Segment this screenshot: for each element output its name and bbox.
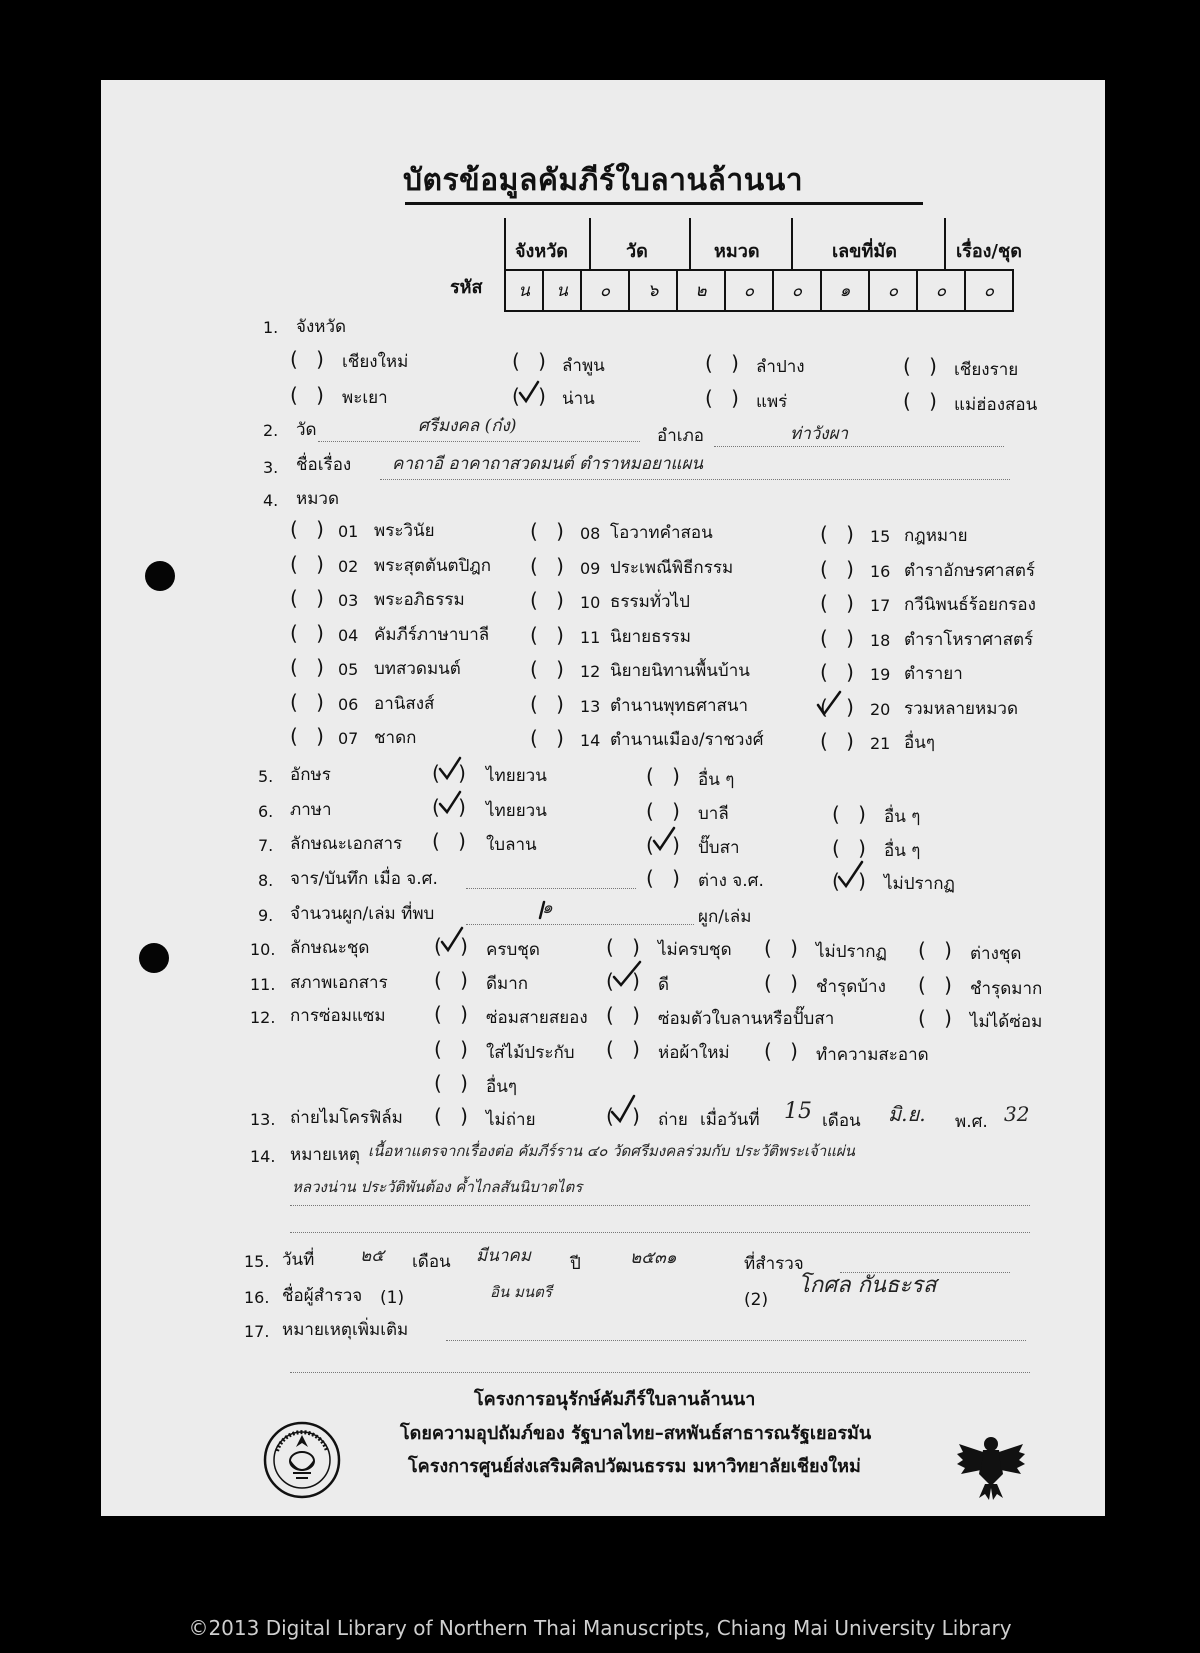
count-label: จำนวนผูก/เล่ม ที่พบ [290, 904, 435, 924]
checkbox[interactable]: ( ) [764, 1039, 804, 1063]
option-label: ไม่ปรากฏ [884, 874, 955, 894]
checkbox[interactable]: ( ) [290, 724, 330, 748]
code-digit: ๐ [581, 270, 629, 311]
checkbox[interactable]: ( ) [512, 349, 552, 373]
category-name: บทสวดมนต์ [374, 659, 461, 679]
option-label: ทำความสะอาด [816, 1045, 929, 1065]
section-number: 5. [258, 767, 274, 786]
count-unit: ผูก/เล่ม [698, 907, 752, 927]
checkbox[interactable]: ( ) [290, 620, 330, 645]
checkbox[interactable]: ( ) [832, 802, 872, 826]
category-name: รวมหลายหมวด [904, 698, 1019, 719]
category-name: อานิสงส์ [374, 693, 435, 714]
checkbox[interactable]: ( ) [903, 389, 943, 413]
category-name: ธรรมทั่วไป [610, 592, 690, 612]
checkbox[interactable]: ( ) [918, 938, 958, 962]
checkbox[interactable]: ( ) [434, 1002, 474, 1026]
category-code: 08 [580, 524, 601, 543]
option-label: ครบชุด [486, 940, 540, 960]
category-code: 15 [870, 527, 891, 546]
code-digit: ๐ [773, 270, 821, 311]
film-month: มิ.ย. [888, 1102, 926, 1126]
checkbox[interactable]: ( ) [606, 935, 646, 959]
code-digit: ๐ [917, 270, 965, 311]
checkbox[interactable]: ( ) [290, 689, 330, 714]
category-code: 20 [870, 699, 891, 719]
option-label: ปั๊บสา [698, 838, 740, 858]
code-digit: น [505, 270, 543, 311]
option-label: ถ่าย [658, 1110, 688, 1130]
checkbox[interactable]: ( ) [290, 347, 330, 371]
checkbox[interactable]: ( ) [530, 691, 570, 716]
option-label: ลำพูน [562, 356, 605, 376]
option-label: น่าน [562, 389, 595, 409]
option-label: ดี [658, 975, 670, 995]
checkbox-checked[interactable]: ( ) [432, 795, 472, 819]
date-label: วันที่ [282, 1250, 315, 1270]
doc-type-label: ลักษณะเอกสาร [290, 834, 403, 854]
category-name: นิยายธรรม [610, 626, 691, 647]
category-code: 03 [338, 591, 359, 610]
when-label: เมื่อวันที่ [700, 1110, 760, 1130]
checkbox[interactable]: ( ) [705, 351, 745, 375]
checkbox[interactable]: ( ) [606, 1003, 646, 1027]
set-label: ลักษณะชุด [290, 938, 370, 958]
checkbox[interactable]: ( ) [530, 726, 570, 750]
condition-label: สภาพเอกสาร [290, 973, 388, 993]
category-code: 07 [338, 729, 359, 748]
option-label: พะเยา [342, 388, 388, 408]
extra-remarks-label: หมายเหตุเพิ่มเติม [282, 1320, 409, 1340]
option-label: แม่ฮ่องสอน [954, 395, 1038, 415]
remarks-line-2: หลวงน่าน ประวัติพันต้อง ค้ำไกลสันนิบาตไตร [292, 1178, 583, 1196]
code-digit: ๖ [629, 270, 677, 311]
category-name: ประเพณีพิธีกรรม [610, 557, 734, 578]
surveyor-label: ชื่อผู้สำรวจ [282, 1286, 363, 1306]
checkbox[interactable]: ( ) [903, 354, 943, 378]
code-header-temple: วัด [626, 241, 648, 262]
category-name: ตำราอักษรศาสตร์ [904, 560, 1035, 581]
option-label: ไม่ครบชุด [658, 940, 732, 960]
checkbox[interactable]: ( ) [290, 383, 330, 407]
category-name: ตำนานเมือง/ราชวงศ์ [610, 730, 764, 750]
checkbox[interactable]: ( ) [434, 968, 474, 992]
checkbox[interactable]: ( ) [530, 622, 570, 647]
checkbox-checked[interactable]: ( ) [512, 384, 552, 408]
checkbox[interactable]: ( ) [606, 1037, 646, 1061]
checkbox[interactable]: ( ) [434, 1071, 474, 1095]
year-label: พ.ศ. [955, 1112, 988, 1132]
option-label: อื่น ๆ [698, 770, 735, 790]
category-name: พระวินัย [374, 521, 435, 541]
checkbox-checked[interactable]: ( ) [432, 761, 472, 785]
inscribed-label: จาร/บันทึก เมื่อ จ.ศ. [290, 869, 438, 889]
checkbox-checked[interactable]: ( ) [820, 694, 860, 719]
category-code: 16 [870, 561, 891, 581]
checkbox[interactable]: ( ) [832, 836, 872, 860]
section-number: 8. [258, 871, 274, 890]
title-value: คาถาอี อาคาถาสวดมนต์ ตำราหมอยาแผน [392, 454, 704, 474]
checkbox[interactable]: ( ) [530, 553, 570, 578]
category-code: 19 [870, 665, 891, 684]
option-label: อื่น ๆ [884, 841, 921, 861]
section-number: 17. [244, 1322, 270, 1341]
copyright-notice: ©2013 Digital Library of Northern Thai Manuscripts, Chiang Mai University Library [188, 1616, 1012, 1640]
option-label: เชียงราย [954, 360, 1019, 380]
section-number: 3. [263, 458, 279, 477]
surveyor-2-number: (2) [744, 1290, 769, 1310]
category-code: 06 [338, 694, 359, 714]
category-code: 11 [580, 627, 601, 647]
month-label: เดือน [412, 1252, 451, 1272]
checkbox[interactable]: ( ) [290, 551, 330, 576]
option-label: ต่างชุด [970, 944, 1022, 964]
checkbox[interactable]: ( ) [646, 866, 686, 890]
option-label: แพร่ [756, 392, 788, 412]
category-name: นิยายนิทานพื้นบ้าน [610, 661, 750, 681]
footer-center: โครงการศูนย์ส่งเสริมศิลปวัฒนธรรม มหาวิทยาลัยเชียงใหม่ [408, 1456, 861, 1477]
checkbox-checked[interactable]: ( ) [606, 969, 646, 993]
option-label: ซ่อมสายสยอง [486, 1008, 588, 1028]
section-number: 4. [263, 491, 279, 510]
option-label: อื่นๆ [486, 1077, 517, 1097]
checkbox[interactable]: ( ) [918, 973, 958, 997]
amphoe-label: อำเภอ [657, 426, 704, 446]
language-label: ภาษา [290, 800, 332, 820]
category-name: โอวาทคำสอน [610, 523, 713, 543]
checkbox[interactable]: ( ) [705, 386, 745, 410]
section-number: 6. [258, 802, 274, 821]
section-number: 10. [250, 940, 276, 959]
remarks-line-1: เนื้อหาแตรจากเรื่องต่อ คัมภีร์ราน ๔๐ วัดศรีมงคลร่วมกับ ประวัติพระเจ้าแผ่น [368, 1142, 855, 1160]
code-header-province: จังหวัด [515, 241, 568, 262]
repair-label: การซ่อมแซม [290, 1006, 386, 1026]
section-number: 12. [250, 1008, 276, 1027]
checkbox[interactable]: ( ) [820, 556, 860, 581]
category-name: กวีนิพนธ์ร้อยกรอง [904, 595, 1036, 615]
film-year: 32 [1004, 1102, 1030, 1126]
checkbox[interactable]: ( ) [764, 971, 804, 995]
code-label: รหัส [450, 277, 483, 298]
survey-day: ๒๕ [360, 1246, 385, 1266]
checkbox[interactable]: ( ) [530, 588, 570, 612]
section-number: 7. [258, 836, 274, 855]
footer-sponsor: โดยความอุปถัมภ์ของ รัฐบาลไทย–สหพันธ์สาธารณรัฐเยอรมัน [400, 1423, 872, 1444]
checkbox[interactable]: ( ) [820, 591, 860, 615]
checkbox[interactable]: ( ) [290, 586, 330, 610]
category-name: ตำรายา [904, 664, 963, 684]
option-label: ไทยยวน [486, 801, 547, 821]
checkbox[interactable]: ( ) [918, 1006, 958, 1030]
section-number: 13. [250, 1110, 276, 1129]
category-code: 04 [338, 625, 359, 645]
checkbox[interactable]: ( ) [820, 660, 860, 684]
category-code: 05 [338, 660, 359, 679]
category-code: 02 [338, 556, 359, 576]
option-label: เชียงใหม่ [342, 352, 409, 372]
section-number: 2. [263, 421, 279, 440]
category-name: พระสุตตันตปิฎก [374, 555, 492, 576]
code-digit: ๐ [725, 270, 773, 311]
category-code: 10 [580, 593, 601, 612]
option-label: ไม่ปรากฏ [816, 942, 887, 962]
section-number: 1. [263, 318, 279, 337]
code-digit: น [543, 270, 581, 311]
checkbox[interactable]: ( ) [434, 1037, 474, 1061]
category-name: กฎหมาย [904, 526, 968, 546]
category-name: อื่นๆ [904, 733, 935, 753]
category-code: 17 [870, 596, 891, 615]
option-label: อื่น ๆ [884, 807, 921, 827]
section-number: 14. [250, 1147, 276, 1166]
checkbox[interactable]: ( ) [530, 657, 570, 681]
category-code: 14 [580, 731, 601, 750]
option-label: ห่อผ้าใหม่ [658, 1043, 730, 1063]
checkbox[interactable]: ( ) [290, 655, 330, 679]
checkbox[interactable]: ( ) [646, 799, 686, 823]
checkbox[interactable]: ( ) [432, 829, 472, 853]
checkbox[interactable]: ( ) [290, 517, 330, 541]
code-digit: ๐ [965, 270, 1013, 311]
year-label: ปี [570, 1254, 581, 1274]
category-code: 09 [580, 558, 601, 578]
category-code: 18 [870, 630, 891, 650]
code-header-bundle: เลขที่มัด [832, 241, 897, 262]
footer-project: โครงการอนุรักษ์คัมภีร์ใบลานล้านนา [474, 1389, 756, 1410]
section-number: 11. [250, 975, 276, 994]
option-label: ไม่ได้ซ่อม [970, 1012, 1043, 1032]
title-label: ชื่อเรื่อง [296, 455, 352, 475]
checkbox[interactable]: ( ) [820, 625, 860, 650]
province-label: จังหวัด [296, 317, 347, 337]
count-value: ๑ [542, 898, 553, 918]
option-label: ลำปาง [756, 357, 805, 377]
option-label: ชำรุดบ้าง [816, 977, 886, 997]
surveyor-1-number: (1) [380, 1288, 405, 1308]
option-label: ชำรุดมาก [970, 979, 1043, 999]
code-digit: ๑ [821, 270, 869, 311]
checkbox[interactable]: ( ) [820, 729, 860, 753]
category-name: ชาดก [374, 728, 417, 748]
option-label: ไม่ถ่าย [486, 1110, 536, 1130]
checkbox[interactable]: ( ) [434, 1104, 474, 1128]
section-number: 16. [244, 1288, 270, 1307]
category-code: 12 [580, 662, 601, 681]
category-label: หมวด [296, 489, 339, 509]
code-header-story: เรื่อง/ชุด [956, 241, 1022, 262]
code-header-category: หมวด [714, 241, 760, 262]
category-name: ตำนานพุทธศาสนา [610, 695, 749, 716]
category-code: 01 [338, 522, 359, 541]
checkbox-checked[interactable]: ( ) [434, 934, 474, 958]
option-label: ดีมาก [486, 974, 529, 994]
code-digit: ๒ [677, 270, 725, 311]
surveyor-1-name: อิน มนตรี [490, 1283, 552, 1301]
temple-value: ศรีมงคล (ก๋ง) [418, 416, 517, 436]
option-label: ใส่ไม้ประกับ [486, 1043, 575, 1063]
option-label: ไทยยวน [486, 766, 547, 786]
option-label: ต่าง จ.ศ. [698, 871, 764, 891]
option-label: ซ่อมตัวใบลานหรือปั๊บสา [658, 1009, 835, 1029]
script-label: อักษร [290, 765, 331, 785]
category-name: พระอภิธรรม [374, 590, 465, 610]
film-day: 15 [784, 1099, 812, 1124]
section-number: 9. [258, 906, 274, 925]
checkbox[interactable]: ( ) [646, 764, 686, 788]
surveyor-2-name: โกศล กันธะรส [798, 1273, 937, 1298]
checkbox-checked[interactable]: ( ) [646, 833, 686, 857]
checkbox-checked[interactable]: ( ) [832, 869, 872, 893]
survey-month: มีนาคม [476, 1246, 531, 1266]
checkbox[interactable]: ( ) [530, 519, 570, 543]
category-code: 21 [870, 734, 891, 753]
category-code: 13 [580, 696, 601, 716]
category-name: ตำราโหราศาสตร์ [904, 629, 1034, 650]
amphoe-value: ท่าวังผา [790, 424, 849, 444]
option-label: ใบลาน [486, 835, 537, 855]
checkbox-checked[interactable]: ( ) [606, 1104, 646, 1128]
microfilm-label: ถ่ายไมโครฟิล์ม [290, 1108, 403, 1128]
code-digit: ๐ [869, 270, 917, 311]
category-name: คัมภีร์ภาษาบาลี [374, 624, 490, 645]
remarks-label: หมายเหตุ [290, 1145, 360, 1165]
section-number: 15. [244, 1252, 270, 1271]
checkbox[interactable]: ( ) [820, 522, 860, 546]
month-label: เดือน [822, 1111, 861, 1131]
checkbox[interactable]: ( ) [764, 936, 804, 960]
temple-label: วัด [296, 420, 317, 440]
card-title: บัตรข้อมูลคัมภีร์ใบลานล้านนา [403, 163, 804, 198]
option-label: บาลี [698, 804, 729, 824]
survey-year: ๒๕๓๑ [630, 1248, 677, 1268]
place-label: ที่สำรวจ [744, 1254, 804, 1274]
